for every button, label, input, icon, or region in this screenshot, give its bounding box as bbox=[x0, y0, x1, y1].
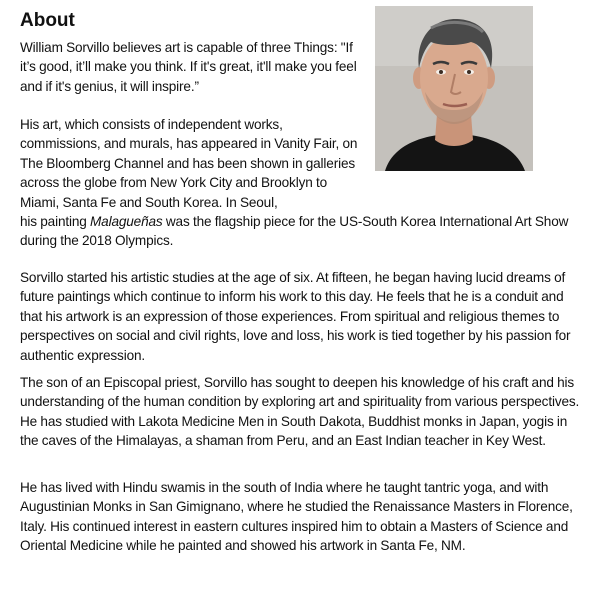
travels-paragraph: He has lived with Hindu swamis in the south of India where he taught tantric yoga, and with Augustinian Monks in San Gimignano, where he studied the Renaissance Masters in Florence, Italy. His continued interest in eastern cultures inspired him to obtain a Masters of Science and Oriental Medicine while he painted and showed his artwork in Santa Fe, NM. bbox=[20, 480, 573, 554]
career-paragraph-after: was the flagship piece for the US-South Korea International Art Show during the 2018 Olympics. bbox=[20, 214, 569, 249]
career-paragraph-lead: His art, which consists of independent works, commissions, and murals, has appeared in Vanity Fair, on The Bloomberg Channel and has been shown in galleries across the globe from New York City and Brooklyn to Miami, Santa Fe and South Korea. In Seoul, bbox=[20, 117, 358, 210]
page-title: About bbox=[20, 10, 75, 31]
portrait-photo bbox=[375, 6, 533, 171]
career-paragraph-before: his painting bbox=[20, 214, 90, 230]
portrait-icon bbox=[375, 6, 533, 171]
painting-title: Malagueñas bbox=[90, 214, 163, 230]
studies-paragraph: Sorvillo started his artistic studies at the age of six. At fifteen, he began having lucid dreams of future paintings which continue to inform his work to this day. He feels that he is a conduit and that his artwork is an expression of those experiences. From spiritual and religious themes to perspectives on social and civil rights, love and loss, his work is tied together by his passion for authentic expression. bbox=[20, 270, 571, 363]
background-paragraph: The son of an Episcopal priest, Sorvillo has sought to deepen his knowledge of his craft and his understanding of the human condition by exploring art and spirituality from various perspectives. He has studied with Lakota Medicine Men in South Dakota, Buddhist monks in Japan, yogis in the caves of the Himalayas, a shaman from Peru, and an East Indian teacher in Key West. bbox=[20, 375, 580, 449]
intro-paragraph: William Sorvillo believes art is capable of three Things: "If it’s good, it’ll make you think. If it's great, it'll make you feel and if it's genius, it will inspire.” bbox=[20, 40, 357, 94]
